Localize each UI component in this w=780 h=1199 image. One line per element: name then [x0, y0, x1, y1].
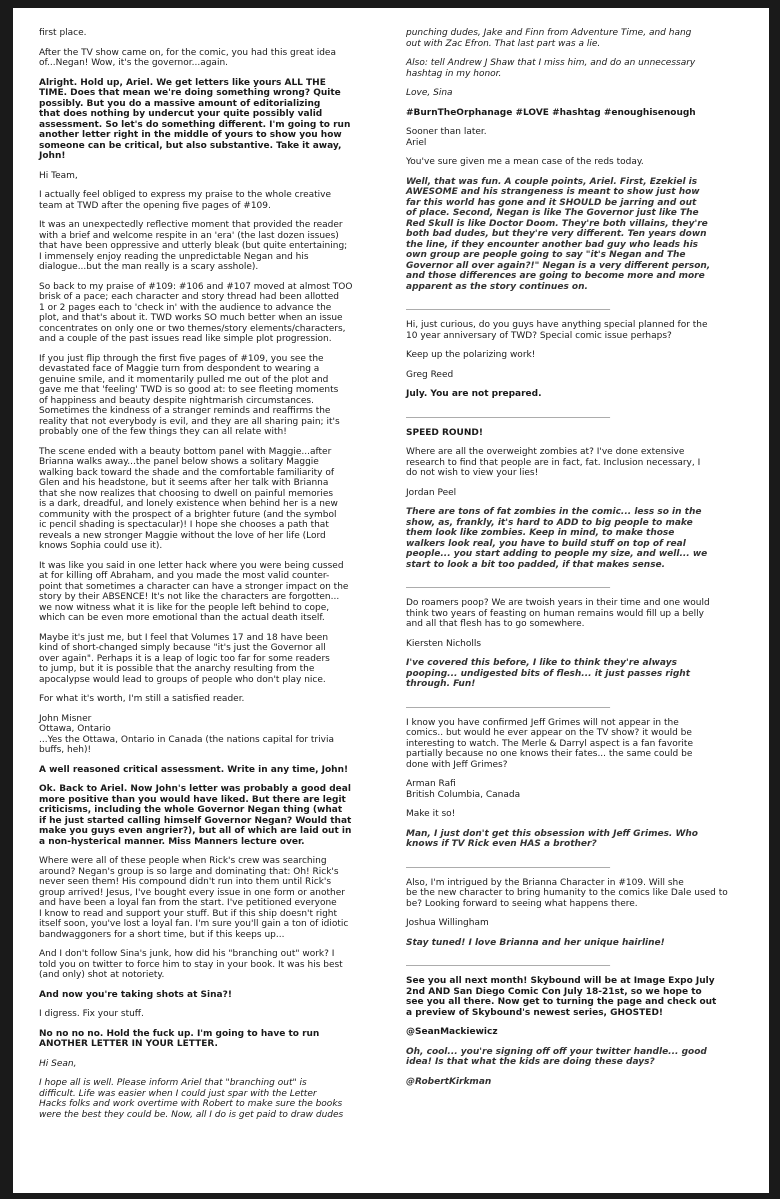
letter-paragraph: I actually feel obliged to express my praise to the whole creative team at TWD after the opening five pages of #109. — [39, 190, 332, 211]
letter-paragraph: Hi Team, — [39, 170, 78, 181]
letter-paragraph: Joshua Willingham — [406, 918, 489, 928]
editor-response: A well reasoned critical assessment. Write in any time, John! — [39, 764, 349, 775]
letter-paragraph: Also, I'm intrigued by the Brianna Character in #109. Will she be the new character to bring humanity to the comics like Dale used to be? Looking forward to seeing what happens there. — [406, 877, 728, 909]
letter-paragraph: It was an unexpectedly reflective moment that provided the reader with a brief and welcome respite in an 'era' (the last dozen issues) that have been oppressive and utterly bleak (but quite entertaining; I immensely enjoy reading the unpredictable Negan and his dialogue...but the man really is a scary asshole). — [39, 220, 348, 272]
letter-paragraph: Greg Reed — [406, 369, 454, 380]
section-divider: ___________________________________________________ — [406, 698, 610, 708]
editor-response: #BurnTheOrphanage #LOVE #hashtag #enoughisenough — [406, 107, 696, 118]
quoted-letter: I hope all is well. Please inform Ariel that "branching out" is difficult. Life was easier when I could just spar with the Letter Hacks folks and work overtime with Robert to make sure the books were the best they could be. Now, all I do is get paid to draw dudes — [39, 1078, 344, 1120]
left-column — [39, 28, 397, 1129]
editor-response: Ok. Back to Ariel. Now John's letter was probably a good deal more positive than you would have liked. But there are legit criticisms, including the whole Governor Negan thing (what if he just started calling himself Governor Negan? Would that make you guys even angrier?), but all of which are laid out in a non-hysterical manner. Miss Manners lecture over. — [39, 784, 352, 847]
letter-paragraph: You've sure given me a mean case of the reds today. — [406, 157, 644, 167]
letter-paragraph: Make it so! — [406, 809, 456, 819]
letter-paragraph: Keep up the polarizing work! — [406, 350, 536, 360]
letter-paragraph: So back to my praise of #109: #106 and #107 moved at almost TOO brisk of a pace; each character and story thread had been allotted 1 or 2 pages each to 'check in' with the audience to advance the plot, and that's about it. TWD works SO much better when an issue concentrates on only one or two themes/story elements/characters, and a couple of the past issues read like simple plot progression. — [39, 281, 353, 344]
editor-reply: There are tons of fat zombies in the comic... less so in the show, as, frankly, it's hard to ADD to big people to make them look like zombies. Keep in mind, to make those walkers look real, you have to build stuff on top of real people... you start adding to people my size, and well... we start to look a bit too padded, if that makes sense. — [406, 507, 708, 570]
editor-reply: Man, I just don't get this obsession with Jeff Grimes. Who knows if TV Rick even HAS a brother? — [406, 828, 698, 849]
quoted-letter: Love, Sina — [406, 88, 453, 98]
letters-page — [13, 8, 769, 1193]
editor-response: See you all next month! Skybound will be at Image Expo July 2nd AND San Diego Comic Con July 18-21st, so we hope to see you all there. Now get to turning the page and check out a preview of Skybound's newest series, GHOSTED! — [406, 976, 717, 1018]
letter-paragraph: first place. — [39, 28, 87, 38]
section-divider: ___________________________________________________ — [406, 408, 610, 418]
letter-paragraph: Where are all the overweight zombies at? I've done extensive research to find that people are in fact, fat. Inclusion necessary, I do not wish to view your lies! — [406, 447, 701, 478]
editor-reply: Oh, cool... you're signing off off your twitter handle... good idea! Is that what the kids are doing these days? — [406, 1046, 707, 1067]
letter-paragraph: Where were all of these people when Rick's crew was searching around? Negan's group is so large and dominating that: Oh! Rick's never seen them! His compound didn't run into them until Rick's group arrived! Jesus, I've bought every issue in one form or another and have been a loyal fan from the start. I've petitioned everyone I know to read and support your stuff. But if this ship doesn't right itself soon, you've lost a loyal fan. I'm sure you'll gain a ton of idiotic bandwaggoners for a short time, but if this keeps up... — [39, 856, 349, 940]
letter-paragraph: If you just flip through the first five pages of #109, you see the devastated face of Maggie turn from despondent to wearing a genuine smile, and it momentarily pulled me out of the plot and gave me that 'feeling' TWD is so good at: to see fleeting moments of happiness and beauty despite nightmarish circumstances. Sometimes the kindness of a stranger reminds and reaffirms the reality that not everybody is evil, and they are all sharing pain; it's probably one of the few things they can all relate with! — [39, 353, 340, 437]
letter-paragraph: And I don't follow Sina's junk, how did his "branching out" work? I told you on twitter to force him to stay in your book. It was his best (and only) shot at notoriety. — [39, 949, 343, 980]
letter-paragraph: The scene ended with a beauty bottom panel with Maggie...after Brianna walks away...the panel below shows a solitary Maggie walking back toward the shade and the comfortable familiarity of Glen and his headstone, but it seems after her talk with Brianna that she now realizes that choosing to dwell on painful memories is a dark, dreadful, and lonely existence when behind her is a new community with the prospect of a brighter future (and the symbol ic pencil shading is spectacular)! I hope she chooses a path that reveals a new stronger Maggie without the love of her life (Lord knows Sophia could use it). — [39, 446, 338, 551]
letter-paragraph: It was like you said in one letter hack where you were being cussed at for killing off Abraham, and you made the most valid counter- point that sometimes a character can have a stronger impact on the story by their ABSENCE! It's not like the characters are forgotten... we now witness what it is like for the people left behind to cope, which can be even more emotional than the actual death itself. — [39, 560, 349, 623]
editor-response: Alright. Hold up, Ariel. We get letters like yours ALL THE TIME. Does that mean we're doing something wrong? Quite possibly. But you do a massive amount of editorializing that does nothing by undercut your quite possibly valid assessment. So let's do something different. I'm going to run another letter right in the middle of yours to show you how someone can be critical, but also substantive. Take it away, John! — [39, 77, 351, 161]
section-divider: ___________________________________________________ — [406, 301, 610, 310]
editor-response: @SeanMackiewicz — [406, 1027, 498, 1037]
section-divider: ___________________________________________________ — [406, 957, 610, 966]
right-column — [406, 28, 748, 1096]
section-divider: ___________________________________________________ — [406, 858, 610, 868]
letter-paragraph: For what it's worth, I'm still a satisfied reader. — [39, 694, 245, 704]
editor-response: No no no no. Hold the fuck up. I'm going to have to run ANOTHER LETTER IN YOUR LETTER. — [39, 1028, 320, 1049]
editor-reply: @RobertKirkman — [406, 1076, 492, 1087]
editor-response: And now you're taking shots at Sina?! — [39, 989, 232, 1000]
letter-paragraph: Kiersten Nicholls — [406, 638, 482, 649]
section-divider: ___________________________________________________ — [406, 579, 610, 588]
letter-paragraph: Jordan Peel — [406, 487, 457, 498]
editor-reply: Stay tuned! I love Brianna and her unique hairline! — [406, 937, 665, 948]
letter-paragraph: Do roamers poop? We are twoish years in their time and one would think two years of feasting on human remains would fill up a belly and all that flesh has to go somewhere. — [406, 598, 710, 629]
quoted-letter: punching dudes, Jake and Finn from Adventure Time, and hang out with Zac Efron. That last part was a lie. — [406, 28, 692, 49]
letter-paragraph: John Misner Ottawa, Ontario ...Yes the Ottawa, Ontario in Canada (the nations capital for trivia buffs, heh)! — [39, 713, 334, 755]
editor-reply: Well, that was fun. A couple points, Ariel. First, Ezekiel is AWESOME and his strangeness is meant to show just how far this world has gone and it SHOULD be jarring and out of place. Second, Negan is like The Governor just like The Red Skull is like Doctor Doom. They're both villains, they're both bad dudes, but they're very different. Ten years down the line, if they encounter another bad guy who leads his own group are people going to say "it's Negan and The Governor all over again?!" Negan is a very different person, and those differences are going to become more and more apparent as the story continues on. — [406, 176, 711, 292]
letter-paragraph: I know you have confirmed Jeff Grimes will not appear in the comics.. but would he ever appear on the TV show? it would be interesting to watch. The Merle & Darryl aspect is a fan favorite partially because no one knows their fates... the same could be done with Jeff Grimes? — [406, 717, 693, 770]
letter-paragraph: Hi, just curious, do you guys have anything special planned for the 10 year anniversary of TWD? Special comic issue perhaps? — [406, 320, 708, 341]
editor-response: SPEED ROUND! — [406, 427, 483, 438]
letter-paragraph: After the TV show came on, for the comic, you had this great idea of...Negan! Wow, it's the governor...again. — [39, 47, 336, 68]
letter-paragraph: Arman Rafi British Columbia, Canada — [406, 779, 521, 800]
quoted-letter: Hi Sean, — [39, 1058, 77, 1069]
letter-paragraph: I digress. Fix your stuff. — [39, 1009, 144, 1019]
letter-paragraph: Sooner than later. Ariel — [406, 127, 487, 148]
editor-response: July. You are not prepared. — [406, 389, 542, 399]
letter-paragraph: Maybe it's just me, but I feel that Volumes 17 and 18 have been kind of short-changed simply because "it's just the Governor all over again". Perhaps it is a leap of logic too far for some readers to jump, but it is possible that the anarchy resulting from the apocalypse would lead to groups of people who don't play nice. — [39, 632, 330, 685]
editor-reply: I've covered this before, I like to think they're always pooping... undigested bits of flesh... it just passes right through. Fun! — [406, 658, 691, 689]
quoted-letter: Also: tell Andrew J Shaw that I miss him, and do an unnecessary hashtag in my honor. — [406, 58, 696, 79]
